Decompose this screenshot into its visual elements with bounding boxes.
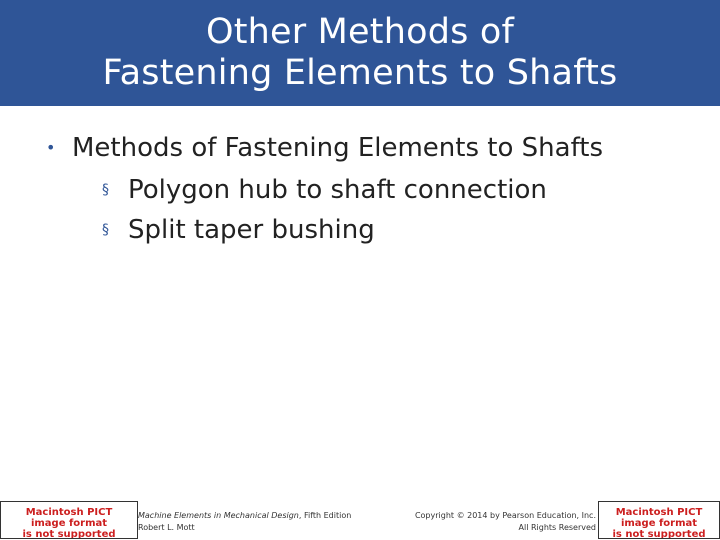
footer-book-citation <box>138 510 351 534</box>
sub-bullet-text: Split taper bushing <box>128 215 375 245</box>
sub-bullet-item <box>102 210 684 250</box>
slide-content <box>44 130 684 250</box>
pict-notice-line: Macintosh PICT <box>615 507 703 518</box>
pict-notice-line: image format <box>30 518 108 529</box>
sub-bullet-text: Polygon hub to shaft connection <box>128 175 547 205</box>
book-title: Machine Elements in Mechanical Design <box>138 511 299 520</box>
pict-notice-line: is not supported <box>22 529 116 539</box>
slide-footer <box>0 501 720 540</box>
sub-bullet-list <box>44 170 684 250</box>
sub-bullet-item <box>102 170 684 210</box>
copyright-line: Copyright © 2014 by Pearson Education, Inc. <box>414 511 596 520</box>
bullet-dot-icon: • <box>46 138 56 157</box>
unsupported-image-placeholder-right <box>598 501 720 539</box>
pict-notice-line: image format <box>620 518 698 529</box>
book-author: Robert L. Mott <box>138 523 195 532</box>
unsupported-image-placeholder-left <box>0 501 138 539</box>
book-edition: , Fifth Edition <box>298 511 352 520</box>
footer-copyright <box>415 510 596 534</box>
section-bullet-icon: § <box>102 182 109 198</box>
main-bullet-text: Methods of Fastening Elements to Shafts <box>72 133 604 163</box>
main-bullet-item <box>44 130 684 166</box>
pict-notice-line: is not supported <box>612 529 706 539</box>
section-bullet-icon: § <box>102 222 109 238</box>
pict-notice-line: Macintosh PICT <box>25 507 113 518</box>
rights-line: All Rights Reserved <box>518 523 596 532</box>
title-bar <box>0 0 720 106</box>
slide-title: Other Methods of Fastening Elements to Shafts <box>102 12 618 93</box>
